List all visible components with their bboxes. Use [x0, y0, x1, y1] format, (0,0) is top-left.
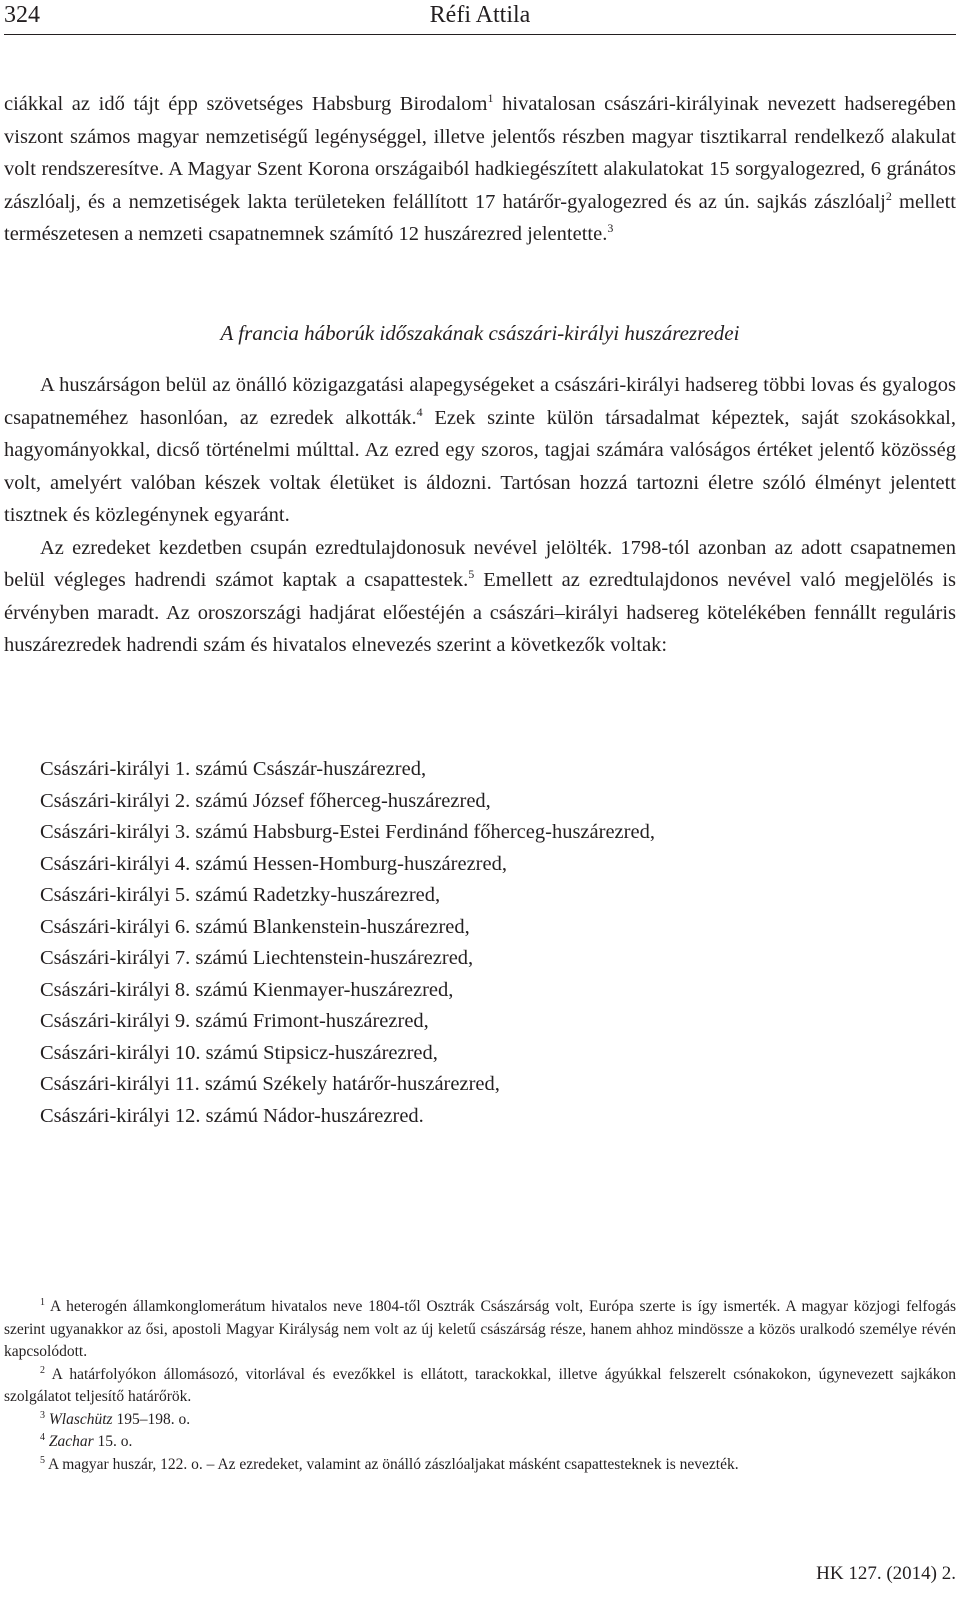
body-paragraph-1 [4, 369, 956, 532]
footnote-number: 3 [40, 1409, 45, 1421]
list-item: Császári-királyi 12. számú Nádor-huszárezred. [40, 1104, 424, 1127]
footnote-number: 4 [40, 1431, 45, 1443]
paragraph-1-part1: A huszárságon belül az önálló közigazgatási alapegységeket a császári-királyi hadsereg többi lovas és gyalogos csapatneméhez hasonlóan, az ezredek alkották. [4, 374, 956, 429]
footnote-text: A határfolyókon állomásozó, vitorlával és evezőkkel is ellátott, tarackokkal, illetve ágyúkkal felszerelt csónakokon, úgynevezett sajkákon szolgálatot teljesítő határőrök. [4, 1365, 956, 1405]
running-header [4, 0, 956, 35]
list-item: Császári-királyi 10. számú Stipsicz-huszárezred, [40, 1041, 438, 1064]
list-item: Császári-királyi 6. számú Blankenstein-huszárezred, [40, 915, 470, 938]
footnote-author: Zachar [48, 1433, 94, 1450]
section-heading: A francia háborúk időszakának császári-királyi huszárezredei [220, 321, 740, 345]
paragraph-1-part2: Ezek szinte külön társadalmat képeztek, saját szokásokkal, hagyományokkal, dicső történelmi múlttal. Az ezred egy szoros, tagjai számára valóságos értéket jelentő közösség volt, amelyért valóban készek voltak életüket is áldozni. Tartósan hozzá tartozni életre szóló élményt jelentett tisztnek és közlegénynek egyaránt. [4, 406, 957, 526]
list-item: Császári-királyi 8. számú Kienmayer-huszárezred, [40, 978, 454, 1001]
footnote-text: 195–198. o. [112, 1410, 191, 1428]
paragraph-2-part2: Emellett az ezredtulajdonos nevével való megjelölés is érvényben maradt. Az oroszországi hadjárat előestéjén a császári–királyi hadsereg kötelékében fennállt reguláris huszárezredek hadrendi szám és hivatalos elnevezés szerint a következők voltak: [4, 569, 957, 656]
intro-text-part1: ciákkal az idő tájt épp szövetséges Habsburg Birodalom [4, 93, 488, 115]
journal-reference: HK 127. (2014) 2. [816, 1563, 956, 1584]
list-item: Császári-királyi 1. számú Császár-huszárezred, [40, 758, 427, 780]
list-item: Császári-királyi 7. számú Liechtenstein-huszárezred, [40, 947, 474, 969]
footnote-2 [4, 1364, 956, 1409]
footnote-text: 15. o. [93, 1433, 133, 1450]
intro-text [4, 88, 956, 251]
intro-text-part3: mellett természetesen a nemzeti csapatnemnek számító 12 huszárezred jelentette. [4, 190, 956, 245]
list-item: Császári-királyi 5. számú Radetzky-huszárezred, [40, 884, 441, 906]
body-paragraph-2 [4, 532, 956, 662]
footnote-text: A magyar huszár, 122. o. – Az ezredeket, valamint az önálló zászlóaljakat másként csapattesteknek is nevezték. [45, 1455, 739, 1473]
list-item: Császári-királyi 2. számú József főherceg-huszárezred, [40, 789, 491, 812]
intro-text-part2: hivatalosan császári-királyinak nevezett hadseregében viszont számos magyar nemzetiségű legénységgel, illetve jelentős részben magyar tisztikarral rendelkező alakulat volt rendszeresítve. A Magyar Szent Korona országaiból hadkiegészített alakulatokat 15 sorgyalogezred, 6 gránátos zászlóalj, és a nemzetiségek lakta területeken felállított 17 határőr-gyalogezred és az ún. sajkás zászlóalj [4, 93, 956, 213]
footnotes [4, 1296, 956, 1476]
list-item: Császári-királyi 4. számú Hessen-Homburg-huszárezred, [40, 852, 507, 875]
footnote-number: 1 [40, 1296, 45, 1308]
footnote-text: A heterogén államkonglomerátum hivatalos neve 1804-től Osztrák Császárság volt, Európa szerte is így ismerték. A magyar közjogi felfogás szerint ugyanakkor az ősi, apostoli Magyar Királyság nem volt az új keletű császárság része, hanem ahhoz mindössze a közös uralkodó személye révén kapcsolódott. [4, 1298, 956, 1360]
footnote-author: Wlaschütz [48, 1410, 113, 1428]
footnote-ref-1: 1 [487, 91, 494, 106]
main-body [4, 369, 956, 662]
paragraph-2-part1: Az ezredeket kezdetben csupán ezredtulajdonosuk nevével jelölték. 1798-tól azonban az adott csapatnemen belül végleges hadrendi számot kaptak a csapattestek. [4, 536, 956, 591]
footnote-ref-3: 3 [607, 221, 614, 236]
footnote-number: 5 [40, 1454, 45, 1466]
running-head-author: Réfi Attila [429, 2, 531, 28]
footnote-1 [4, 1296, 956, 1364]
regiment-list [40, 754, 655, 1132]
footnote-ref-2: 2 [885, 188, 892, 203]
footnote-3 [4, 1409, 956, 1432]
footnote-ref-5: 5 [468, 567, 475, 582]
list-item: Császári-királyi 9. számú Frimont-huszárezred, [40, 1010, 429, 1032]
footnote-number: 2 [40, 1364, 45, 1376]
list-item: Császári-királyi 11. számú Székely határőr-huszárezred, [40, 1073, 500, 1095]
intro-paragraph [4, 88, 956, 251]
list-item: Császári-királyi 3. számú Habsburg-Estei Ferdinánd főherceg-huszárezred, [40, 821, 655, 843]
footnote-5 [4, 1454, 956, 1477]
footnote-4 [4, 1431, 956, 1454]
footnote-ref-4: 4 [416, 404, 423, 419]
page-number: 324 [4, 2, 40, 28]
